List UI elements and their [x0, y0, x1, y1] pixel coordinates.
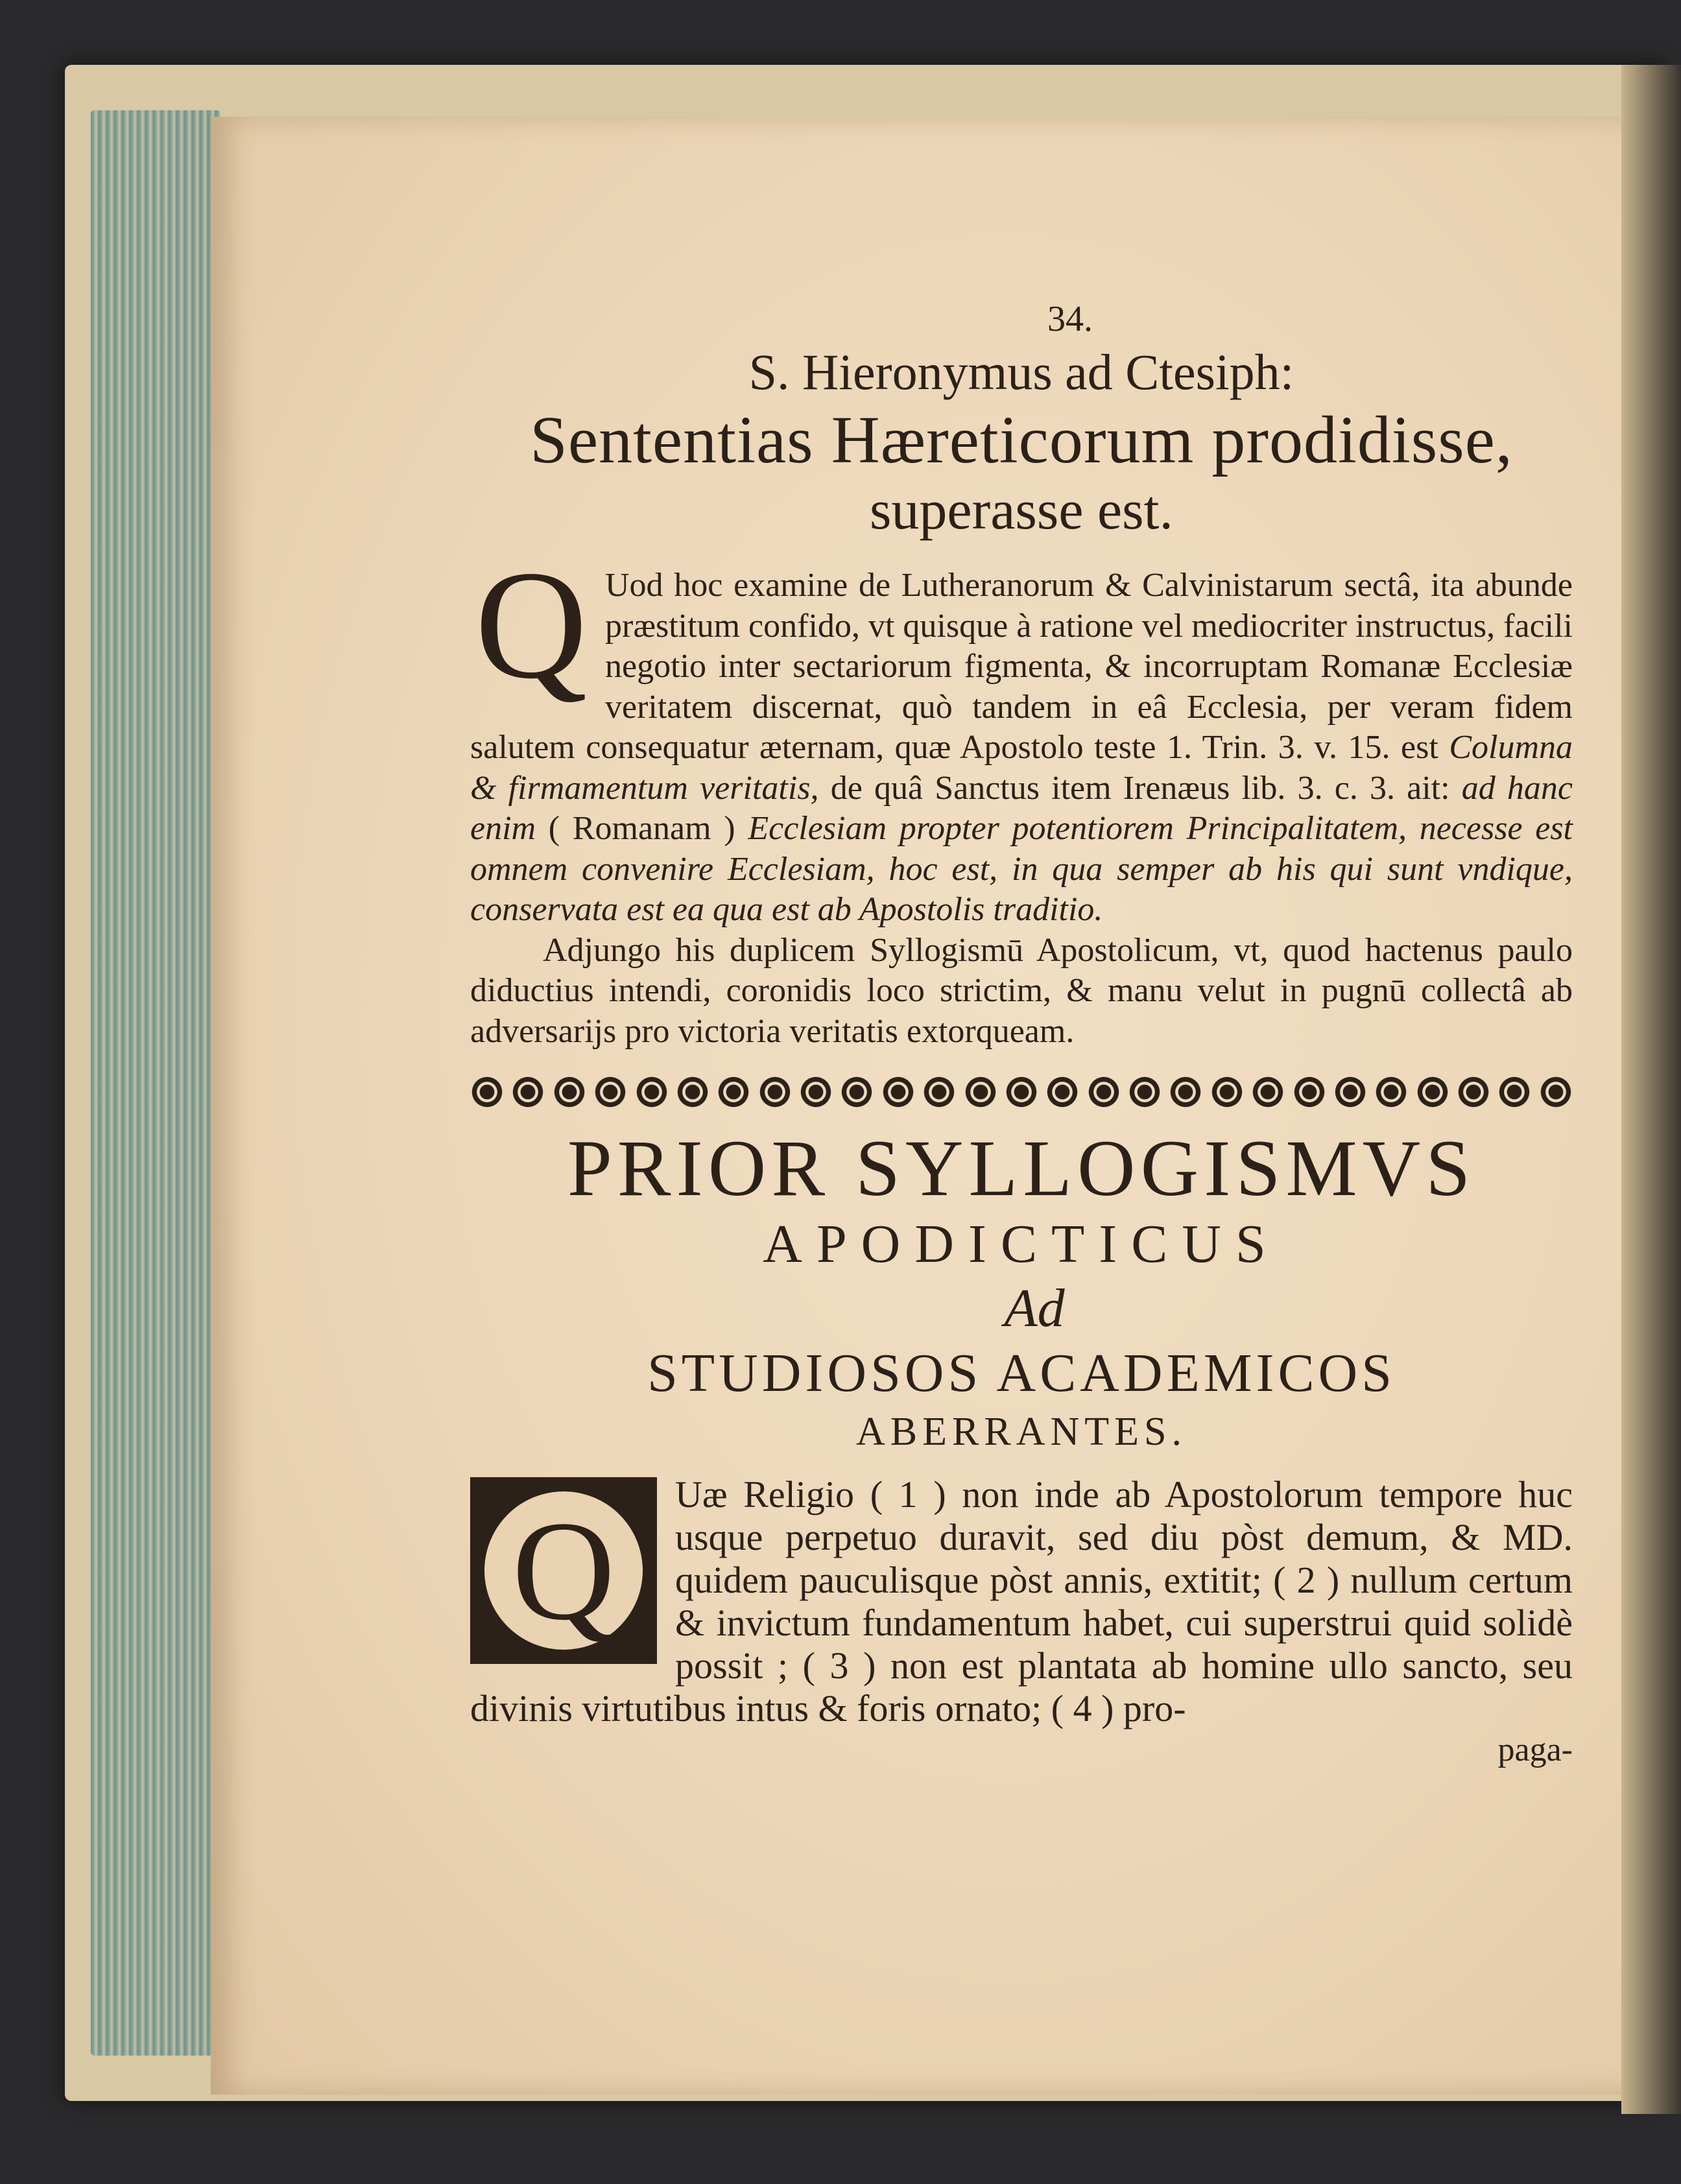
ornamental-rule: [470, 1074, 1573, 1110]
paragraph-1-text: Uod hoc examine de Lutheranorum & Calvinistarum sectâ, ita abunde præstitum confido, vt quisque à ratione vel mediocriter instructus, facili negotio inter sectariorum figmenta, & incorruptam Romanæ Ecclesiæ veritatem discernat, quò tandem in eâ Ecclesia, per veram fidem salutem consequatur æternam, quæ Apostolo teste 1. Trin. 3. v. 15. est: [470, 567, 1573, 766]
section-addressee-continued: ABERRANTES.: [856, 1410, 1187, 1454]
page-edges: [91, 110, 221, 2056]
page-text: [470, 298, 1573, 1770]
quote-heading-continued: superasse est.: [869, 479, 1174, 541]
paragraph-1: [470, 538, 1573, 931]
paragraph-1-text: de quâ Sanctus item Irenæus lib. 3. c. 3. ait:: [818, 769, 1462, 807]
drop-cap: Q: [512, 1491, 615, 1650]
paragraph-1-text: ( Romanam ): [536, 810, 748, 847]
paragraph-1-italic: Columna & firmamentum veritatis,: [470, 729, 1573, 807]
paragraph-2: Adjungo his duplicem Syllogismū Apostolicum, vt, quod hactenus paulo diductius intendi, coronidis loco strictim, & manu velut in pugnū collectâ ab adversarijs pro victoria veritatis extorqueam.: [470, 931, 1573, 1050]
section-addressee: STUDIOSOS ACADEMICOS: [647, 1343, 1396, 1403]
paragraph-1-italic: Ecclesiam propter potentiorem Principalitatem, necesse est omnem convenire Ecclesiam, hoc est, in qua semper ab his qui sunt vndique, conservata est ea qua est ab Apostolis traditio.: [470, 810, 1573, 928]
section-subtitle: APODICTICUS: [763, 1214, 1280, 1274]
paragraph-3-text: Uæ Religio ( 1 ) non inde ab Apostolorum tempore huc usque perpetuo duravit, sed diu pòst demum, & MD. quidem pauculisque pòst annis, extitit; ( 2 ) nullum certum & invictum fundamentum habet, cui superstrui quid solidè possit ; ( 3 ) non est plantata ab homine ullo sancto, seu divinis virtutibus intus & foris ornato; ( 4 ) pro-: [470, 1473, 1573, 1729]
paragraph-1-italic: ad hanc enim: [470, 769, 1573, 847]
quote-heading: Sententias Hæreticorum prodidisse,: [530, 403, 1513, 477]
catchword: paga-: [1497, 1731, 1573, 1768]
facing-page-edge: [1621, 65, 1681, 2114]
section-title: PRIOR SYLLOGISMVS: [567, 1124, 1476, 1213]
page-number: 34.: [1047, 299, 1093, 339]
section-ad: Ad: [1004, 1278, 1065, 1338]
drop-cap: Q: [475, 538, 588, 711]
ornate-drop-cap: [470, 1477, 657, 1664]
source-heading: S. Hieronymus ad Ctesiph:: [748, 344, 1294, 400]
paragraph-3: [470, 1473, 1573, 1730]
